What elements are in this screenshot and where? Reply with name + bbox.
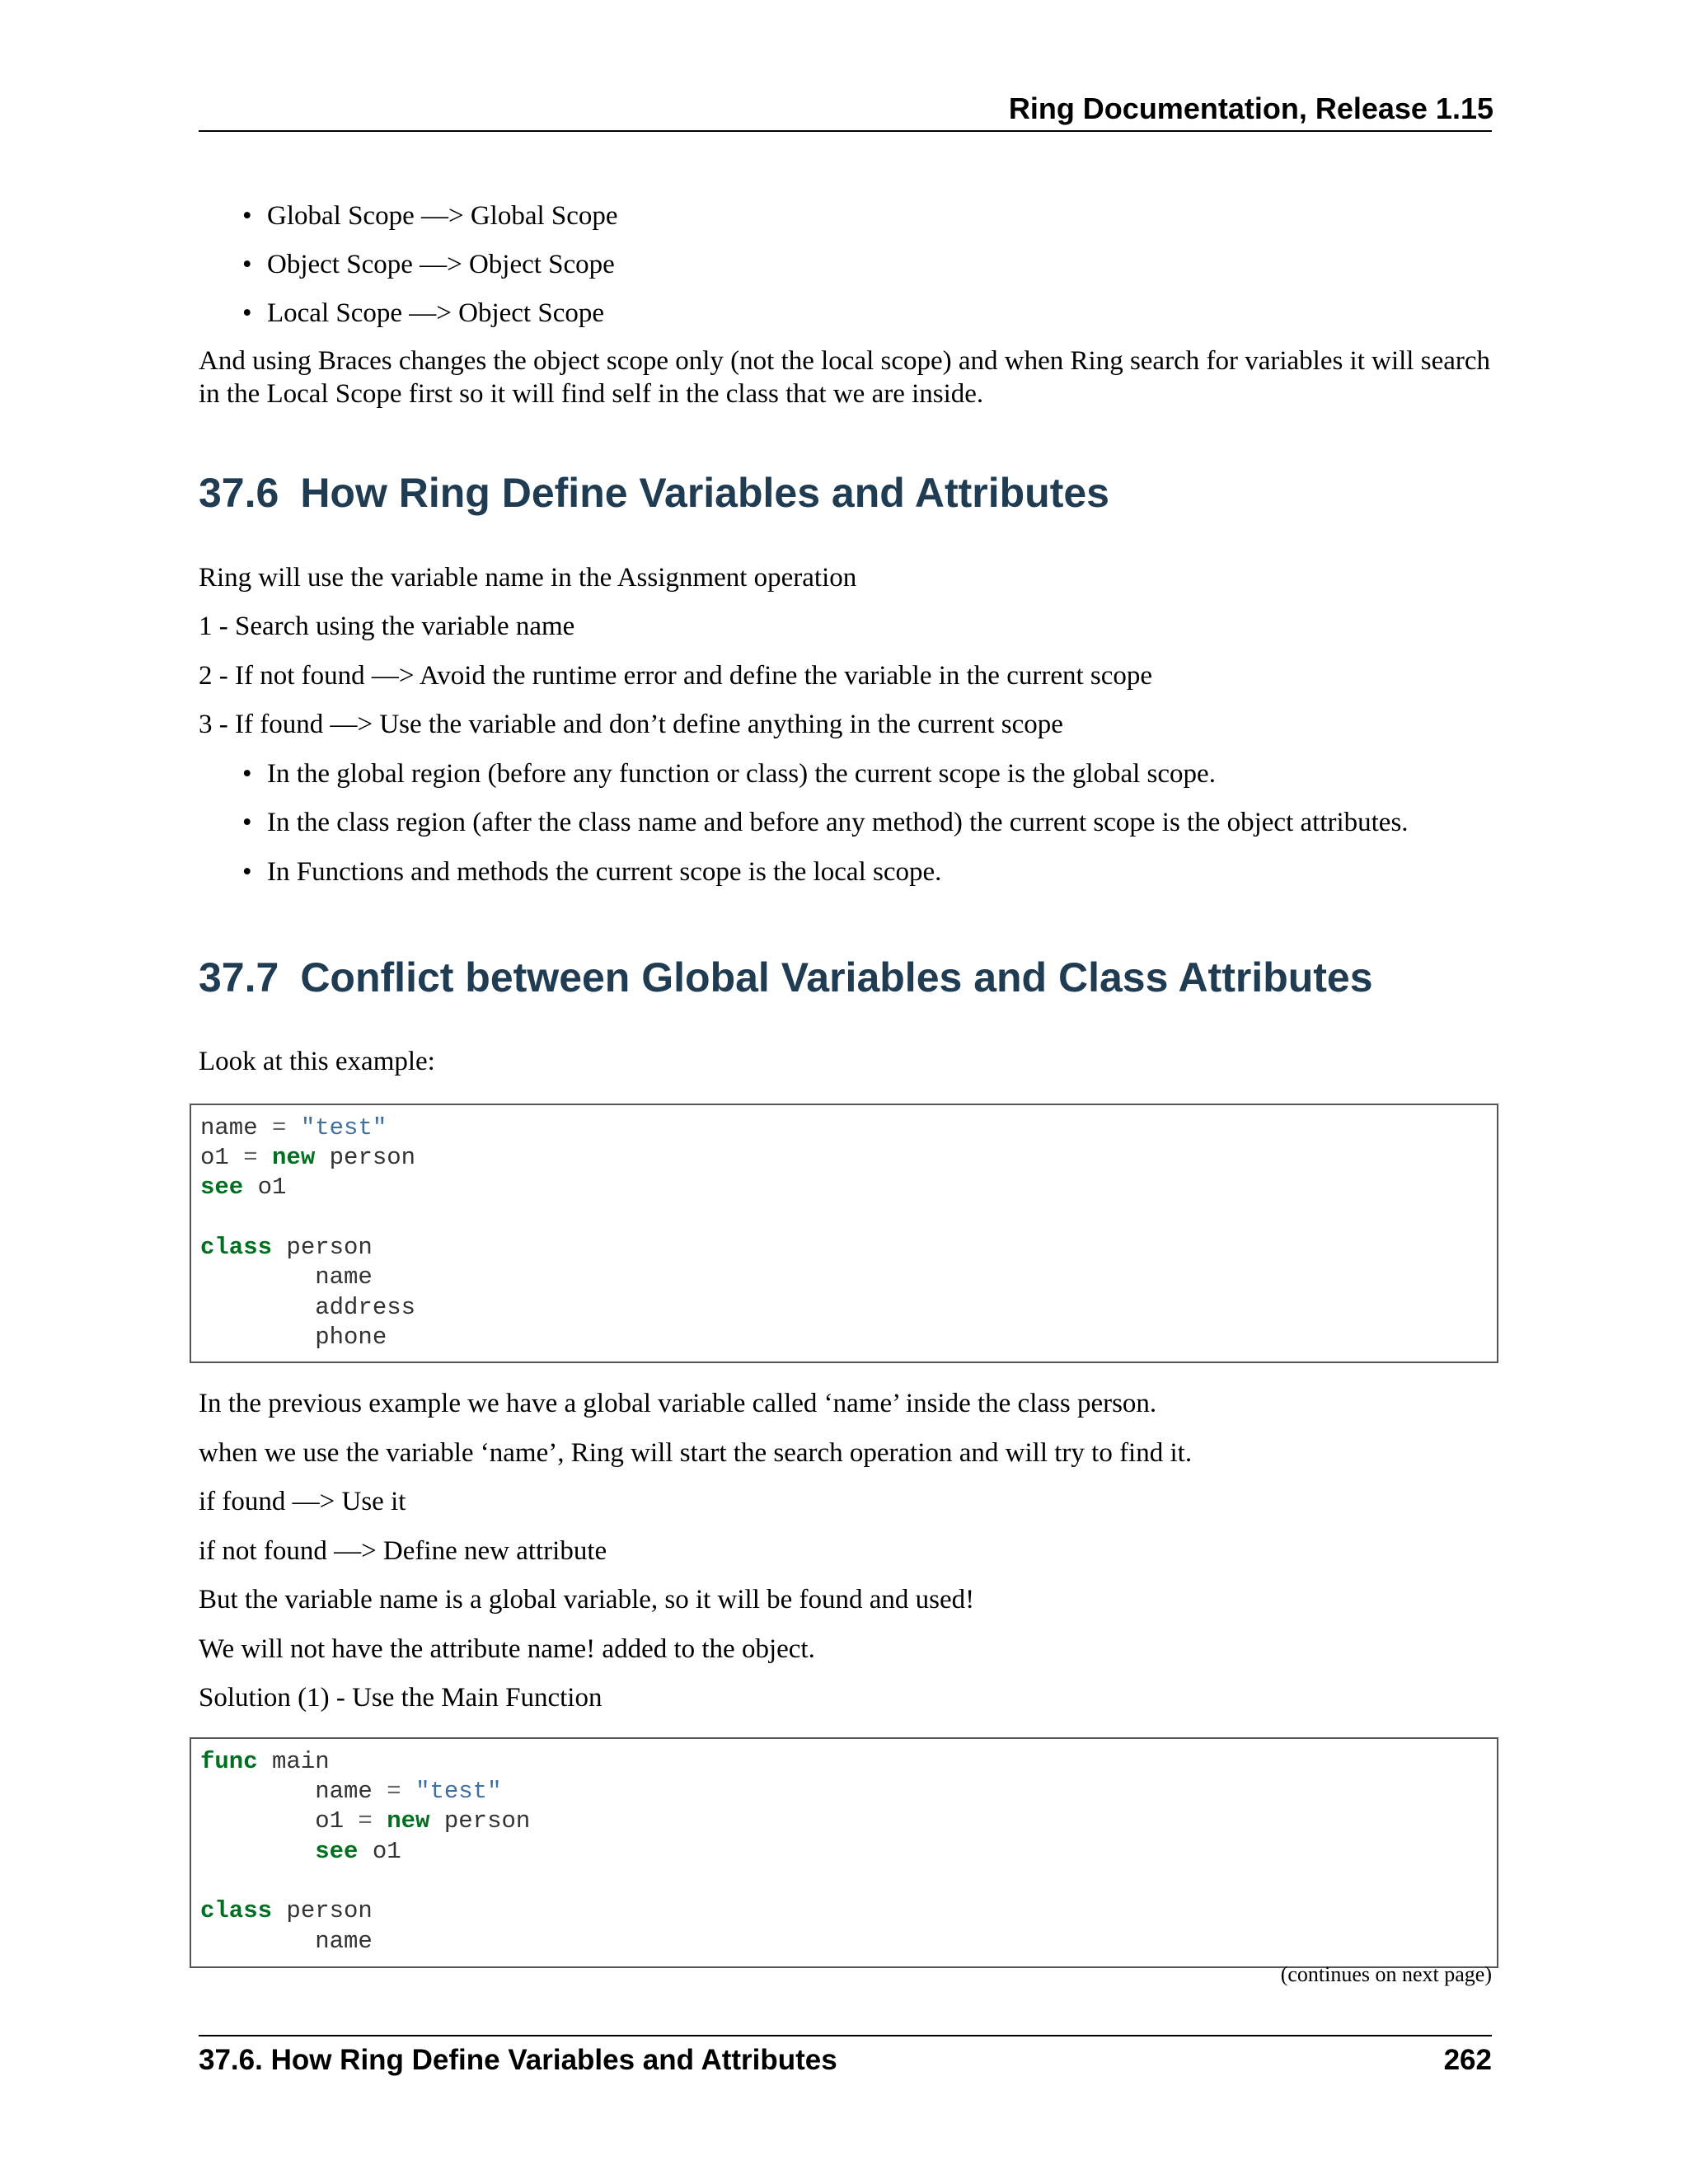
code-line: name	[200, 1928, 373, 1955]
paragraph: if found —> Use it	[199, 1487, 406, 1516]
bullet-marker: •	[242, 201, 252, 231]
code-line: func main	[200, 1748, 330, 1775]
code-block	[190, 1737, 1498, 1968]
paragraph: 3 - If found —> Use the variable and don’t define anything in the current scope	[199, 710, 1063, 739]
list-item: Global Scope —> Global Scope	[267, 201, 618, 231]
bullet-marker: •	[242, 298, 252, 328]
paragraph: But the variable name is a global variable, so it will be found and used!	[199, 1585, 975, 1615]
paragraph: Ring will use the variable name in the Assignment operation	[199, 563, 857, 593]
bullet-marker: •	[242, 808, 252, 837]
paragraph: if not found —> Define new attribute	[199, 1536, 607, 1566]
header-rule	[199, 130, 1492, 132]
section-number: 37.6	[199, 470, 279, 516]
code-line: o1 = new person	[200, 1807, 531, 1835]
section-title: How Ring Define Variables and Attributes	[300, 470, 1109, 516]
code-line: class person	[200, 1897, 373, 1924]
section-number: 37.7	[199, 954, 279, 1001]
section-heading-37-7	[199, 954, 1373, 1001]
list-item: Object Scope —> Object Scope	[267, 250, 615, 279]
code-line: class person	[200, 1234, 373, 1261]
bullet-marker: •	[242, 759, 252, 789]
footer-section: 37.6. How Ring Define Variables and Attributes	[199, 2044, 837, 2076]
code-line: phone	[200, 1324, 387, 1351]
code-line: o1 = new person	[200, 1144, 416, 1171]
paragraph: 2 - If not found —> Avoid the runtime error and define the variable in the current scope	[199, 661, 1153, 691]
section-title: Conflict between Global Variables and Class Attributes	[300, 954, 1373, 1001]
running-header: Ring Documentation, Release 1.15	[1008, 91, 1493, 125]
list-item: In Functions and methods the current scope is the local scope.	[267, 857, 942, 887]
code-line: name = "test"	[200, 1114, 387, 1141]
code-line: see o1	[315, 1838, 401, 1865]
code-line: address	[200, 1294, 416, 1321]
page-number: 262	[1443, 2044, 1492, 2076]
paragraph: In the previous example we have a global variable called ‘name’ inside the class person.	[199, 1389, 1157, 1418]
code-line: see o1	[200, 1174, 287, 1201]
paragraph: Solution (1) - Use the Main Function	[199, 1683, 603, 1713]
footer-rule	[199, 2035, 1492, 2036]
list-item: Local Scope —> Object Scope	[267, 298, 604, 328]
code-line: name = "test"	[200, 1778, 502, 1805]
paragraph: Look at this example:	[199, 1047, 435, 1076]
paragraph: when we use the variable ‘name’, Ring will start the search operation and will try to find it.	[199, 1438, 1193, 1468]
bullet-marker: •	[242, 250, 252, 279]
section-heading-37-6	[199, 469, 1109, 517]
paragraph: 1 - Search using the variable name	[199, 612, 575, 641]
intro-paragraph: And using Braces changes the object scope only (not the local scope) and when Ring search for variables it will search in the Local Scope first so it will find self in the class that we are inside.	[199, 346, 1491, 409]
continues-note: (continues on next page)	[1280, 1962, 1492, 1986]
paragraph: We will not have the attribute name! added to the object.	[199, 1634, 815, 1664]
list-item: In the class region (after the class name and before any method) the current scope is the object attributes.	[267, 808, 1409, 837]
bullet-marker: •	[242, 857, 252, 887]
code-line: name	[200, 1263, 373, 1291]
code-block	[190, 1104, 1498, 1363]
list-item: In the global region (before any function or class) the current scope is the global scope.	[267, 759, 1216, 789]
